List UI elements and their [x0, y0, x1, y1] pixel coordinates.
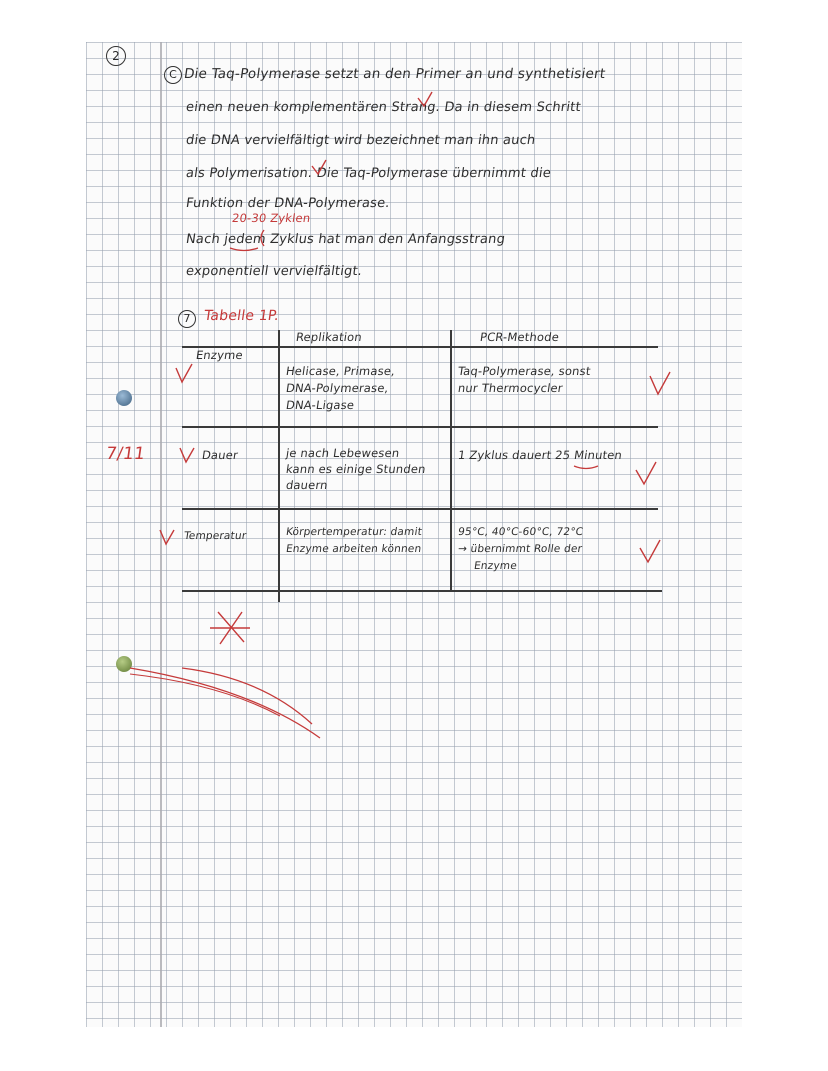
grade: 7/11 [104, 444, 147, 464]
section-7-marker: 7 [178, 310, 196, 328]
cell-pcr-2: 1 Zyklus dauert 25 Minuten [457, 448, 624, 462]
header-replikation: Replikation [295, 330, 363, 344]
cell-replikation-2: dauern [285, 478, 329, 492]
punch-hole-top [116, 390, 132, 406]
table-row-rule-2 [182, 508, 658, 510]
cell-pcr-3: Enzyme [473, 560, 518, 572]
text-line-5: Funktion der DNA-Polymerase. [184, 196, 391, 211]
margin-line [160, 42, 162, 1027]
cell-replikation-3: Enzyme arbeiten können [285, 543, 423, 555]
table-col-rule-1 [278, 330, 280, 602]
row-label-temperatur: Temperatur [183, 530, 248, 542]
cell-replikation-2: je nach Lebewesen [285, 446, 401, 460]
page-number: 2 [112, 49, 120, 63]
cell-replikation-3: Körpertemperatur: damit [285, 526, 423, 538]
table-row-rule-1 [182, 426, 658, 428]
row-label-dauer: Dauer [201, 448, 239, 462]
page-number-circle [106, 46, 126, 66]
text-line-1: Die Taq-Polymerase setzt an den Primer an und synthetisiert [182, 66, 607, 82]
cell-replikation-1: Helicase, Primase, [285, 364, 397, 378]
table-row-rule-3 [182, 590, 662, 592]
cell-replikation-2: kann es einige Stunden [285, 462, 427, 476]
table-title: Tabelle 1P. [202, 308, 281, 324]
punch-hole-bottom [116, 656, 132, 672]
text-line-7: exponentiell vervielfältigt. [184, 264, 364, 279]
table-header-rule [182, 346, 658, 348]
section-c-marker: C [164, 66, 182, 84]
header-pcr: PCR-Methode [479, 330, 561, 344]
text-line-3: die DNA vervielfältigt wird bezeichnet man ihn auch [184, 133, 537, 148]
cell-replikation-1: DNA-Polymerase, [285, 381, 390, 395]
cell-replikation-1: DNA-Ligase [285, 398, 356, 412]
cell-pcr-1: nur Thermocycler [457, 381, 564, 395]
cell-pcr-1: Taq-Polymerase, sonst [457, 364, 592, 378]
text-line-4: als Polymerisation. Die Taq-Polymerase übernimmt die [184, 166, 552, 181]
cell-pcr-3: → übernimmt Rolle der [457, 543, 583, 555]
row-label-enzyme: Enzyme [195, 348, 244, 362]
correction-zyklen: 20-30 Zyklen [231, 211, 312, 225]
table-col-rule-2 [450, 330, 452, 592]
text-line-6: Nach jedem Zyklus hat man den Anfangsstrang [184, 232, 507, 247]
text-line-2: einen neuen komplementären Strang. Da in diesem Schritt [184, 100, 582, 115]
cell-pcr-3: 95°C, 40°C-60°C, 72°C [457, 526, 584, 538]
